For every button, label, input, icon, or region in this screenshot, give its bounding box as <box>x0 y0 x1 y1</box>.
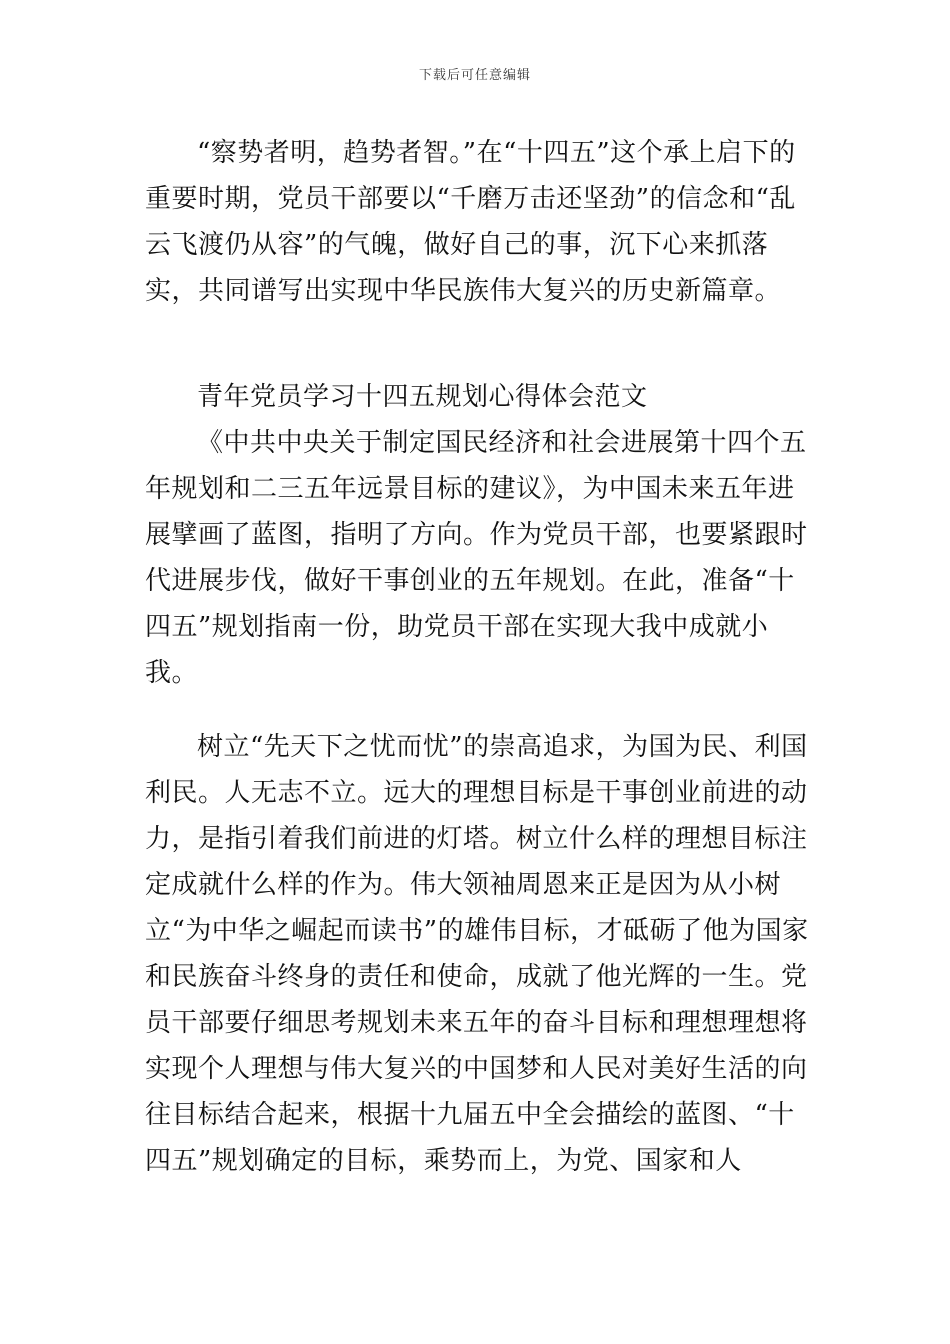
text-block-2 <box>145 420 810 696</box>
section-heading: 青年党员学习十四五规划心得体会范文 <box>197 382 648 412</box>
paragraph-2: 《中共中央关于制定国民经济和社会进展第十四个五年规划和二三五年远景目标的建议》，为中国未来五年进展擘画了蓝图，指明了方向。作为党员干部，也要紧跟时代进展步伐，做好干事创业的五年规划。在此，准备“十四五”规划指南一份，助党员干部在实现大我中成就小我。 <box>145 428 808 688</box>
section-heading-block <box>197 374 810 420</box>
page-header-note: 下载后可任意编辑 <box>418 68 531 83</box>
text-block-1 <box>145 130 810 314</box>
paragraph-1: “察势者明，趋势者智。”在“十四五”这个承上启下的重要时期，党员干部要以“千磨万击还坚劲”的信念和“乱云飞渡仍从容”的气魄，做好自己的事，沉下心来抓落实，共同谱写出实现中华民族伟大复兴的历史新篇章。 <box>145 138 796 306</box>
text-block-3 <box>145 724 810 1184</box>
paragraph-3: 树立“先天下之忧而忧”的崇高追求，为国为民、利国利民。人无志不立。远大的理想目标是干事创业前进的动力，是指引着我们前进的灯塔。树立什么样的理想目标注定成就什么样的作为。伟大领袖周恩来正是因为从小树立“为中华之崛起而读书”的雄伟目标，才砥砺了他为国家和民族奋斗终身的责任和使命，成就了他光辉的一生。党员干部要仔细思考规划未来五年的奋斗目标和理想理想将实现个人理想与伟大复兴的中国梦和人民对美好生活的向往目标结合起来，根据十九届五中全会描绘的蓝图、“十四五”规划确定的目标，乘势而上，为党、国家和人 <box>145 732 809 1176</box>
